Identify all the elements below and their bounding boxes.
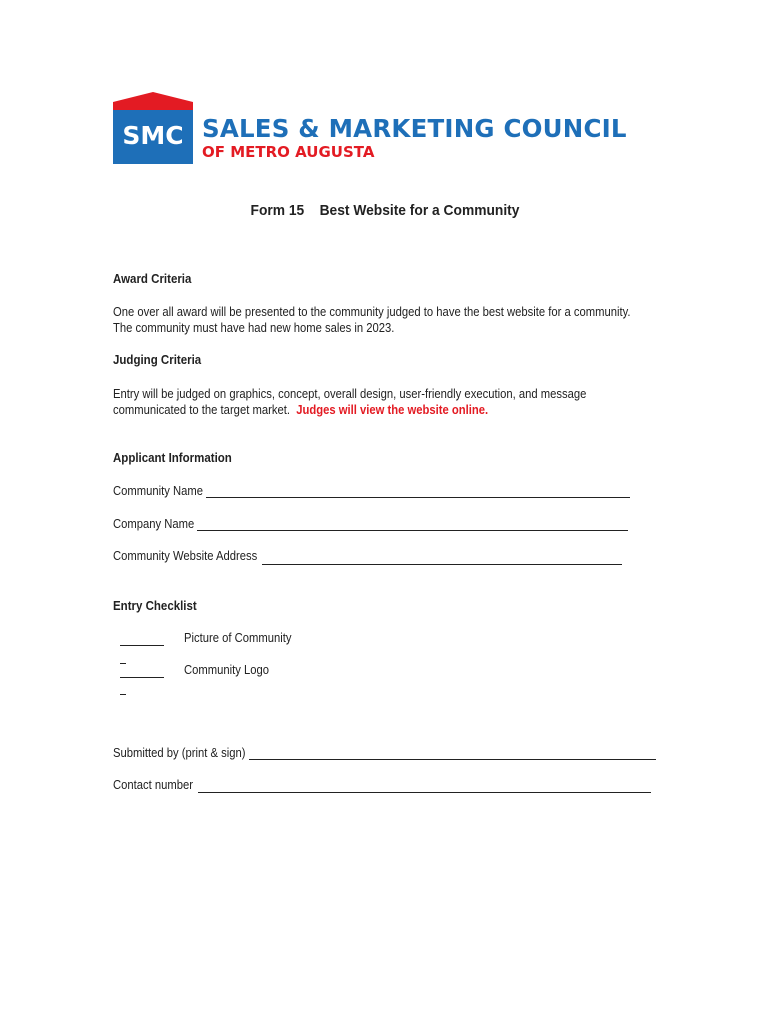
checklist-blank-1-tick [120,663,126,664]
applicant-information-heading: Applicant Information [113,451,232,465]
award-criteria-line-1: One over all award will be presented to the community judged to have the best website for a community. [113,305,631,319]
judging-criteria-highlight: Judges will view the website online. [296,403,489,417]
submitted-by-field[interactable] [249,759,656,760]
logo-mark-text: SMC [122,121,184,150]
award-criteria-heading: Award Criteria [113,272,192,286]
contact-number-label: Contact number [113,778,194,792]
checklist-blank-1[interactable] [120,645,164,646]
judging-criteria-heading: Judging Criteria [113,353,202,367]
website-address-label: Community Website Address [113,549,258,563]
judging-criteria-text: communicated to the target market. [113,403,290,417]
logo-title: SALES & MARKETING COUNCIL [202,114,627,143]
submitted-by-label: Submitted by (print & sign) [113,746,246,760]
checklist-blank-2[interactable] [120,677,164,678]
company-name-field[interactable] [197,530,628,531]
form-title: Form 15 Best Website for a Community [250,202,520,219]
checklist-item-label: Picture of Community [184,631,292,645]
checklist-item-label: Community Logo [184,663,270,677]
award-criteria-line-2: The community must have had new home sales in 2023. [113,321,395,335]
contact-number-field[interactable] [198,792,651,793]
house-logo-icon [113,92,193,164]
entry-checklist-heading: Entry Checklist [113,599,197,613]
logo-subtitle: OF METRO AUGUSTA [202,143,375,161]
smc-logo-mark [113,92,193,164]
website-address-field[interactable] [262,564,622,565]
community-name-label: Community Name [113,484,204,498]
checklist-blank-2-tick [120,694,126,695]
judging-criteria-line-1: Entry will be judged on graphics, concept, overall design, user-friendly execution, and message [113,387,587,401]
community-name-field[interactable] [206,497,630,498]
company-name-label: Company Name [113,517,195,531]
judging-criteria-line-2 [113,402,488,418]
